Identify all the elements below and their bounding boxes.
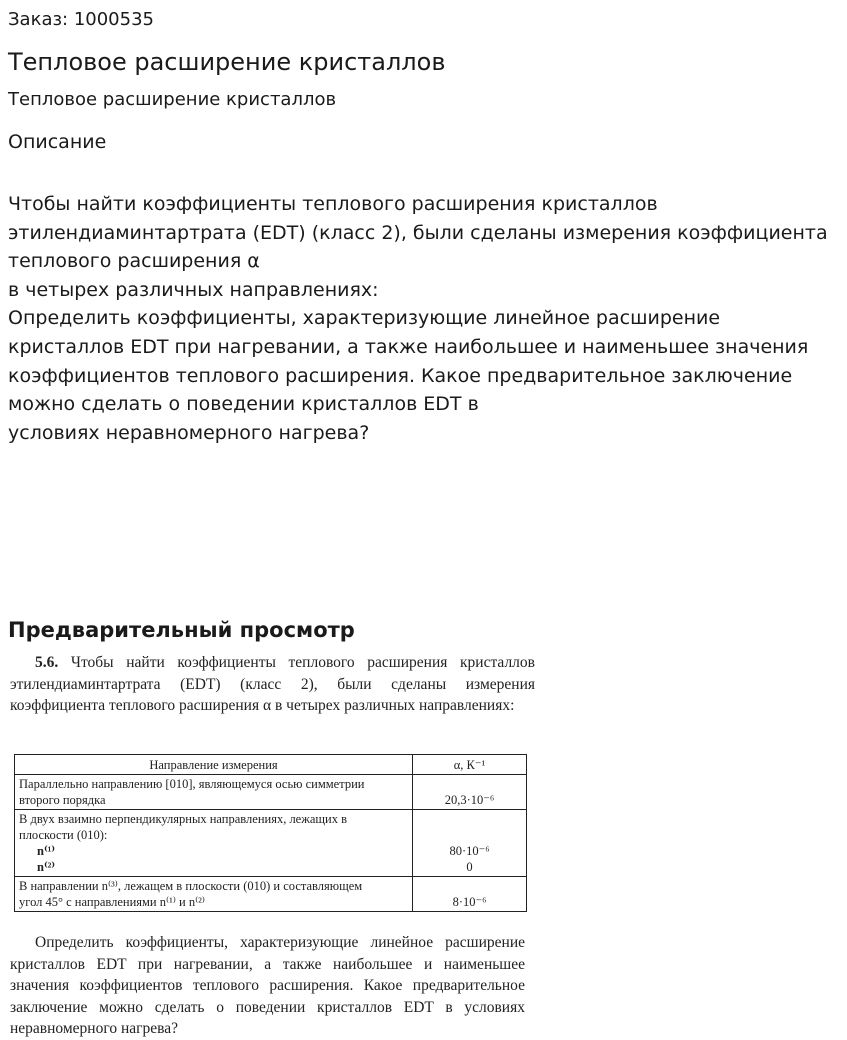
table-row <box>15 877 527 912</box>
preview-heading: Предварительный просмотр <box>8 618 355 642</box>
table-cell-value: 8·10⁻⁶ <box>413 877 527 912</box>
cell-line: В двух взаимно перпендикулярных направлениях, лежащих в <box>19 812 348 826</box>
cell-value-line: 0 <box>466 860 473 874</box>
cell-value-line: 80·10⁻⁶ <box>449 844 490 858</box>
description-line: этилендиаминтартрата (EDT) (класс 2), были сделаны измерения коэффициента <box>8 221 828 244</box>
table-header-direction: Направление измерения <box>15 755 413 775</box>
description-line: можно сделать о поведении кристаллов EDT в <box>8 393 479 416</box>
description-line: теплового расширения α <box>8 250 260 273</box>
preview-scan <box>10 652 535 1037</box>
table-header-row <box>15 755 527 775</box>
description-line: в четырех различных направлениях: <box>8 278 379 301</box>
description-line: коэффициентов теплового расширения. Какое предварительное заключение <box>8 364 793 387</box>
problem-intro <box>10 652 535 717</box>
table-row <box>15 810 527 877</box>
description-line: кристаллов EDT при нагревании, а также наибольшее и наименьшее значения <box>8 335 809 358</box>
cell-line: Параллельно направлению [010], являющемуся осью симметрии <box>19 777 365 791</box>
cell-line: плоскости (010): <box>19 828 108 842</box>
page-title: Тепловое расширение кристаллов <box>8 48 446 76</box>
cell-line: угол 45° с направлениями n⁽¹⁾ и n⁽²⁾ <box>19 895 205 909</box>
description-heading: Описание <box>8 131 107 153</box>
description-text <box>8 190 843 447</box>
table-cell-direction <box>15 877 413 912</box>
page-subtitle: Тепловое расширение кристаллов <box>8 89 337 110</box>
description-line: Чтобы найти коэффициенты теплового расширения кристаллов <box>8 193 658 215</box>
description-line: Определить коэффициенты, характеризующие линейное расширение <box>8 307 721 330</box>
table-row <box>15 775 527 810</box>
cell-line: второго порядка <box>19 793 106 807</box>
problem-intro-text: Чтобы найти коэффициенты теплового расширения кристаллов этилендиаминтартрата (EDT) (класс 2), были сделаны измерения коэффициента теплового расширения α в четырех различных направлениях: <box>10 654 535 714</box>
table-cell-direction <box>15 810 413 877</box>
problem-number: 5.6. <box>35 654 59 671</box>
table-header-alpha: α, К⁻¹ <box>413 755 527 775</box>
cell-line: В направлении n⁽³⁾, лежащем в плоскости (010) и составляющем <box>19 879 363 893</box>
description-line: условиях неравномерного нагрева? <box>8 421 370 444</box>
cell-subitem: n⁽¹⁾ <box>37 844 56 858</box>
table-cell-value <box>413 810 527 877</box>
measurement-table <box>14 754 527 912</box>
table-cell-value: 20,3·10⁻⁶ <box>413 775 527 810</box>
problem-question: Определить коэффициенты, характеризующие линейное расширение кристаллов EDT при нагревании, а также наибольшее и наименьшее значения коэффициентов теплового расширения. Какое предварительное заключение можно сделать о поведении кристаллов EDT в условиях неравномерного нагрева? <box>10 934 525 1037</box>
order-number: Заказ: 1000535 <box>8 9 154 30</box>
cell-subitem: n⁽²⁾ <box>37 860 56 874</box>
table-cell-direction <box>15 775 413 810</box>
